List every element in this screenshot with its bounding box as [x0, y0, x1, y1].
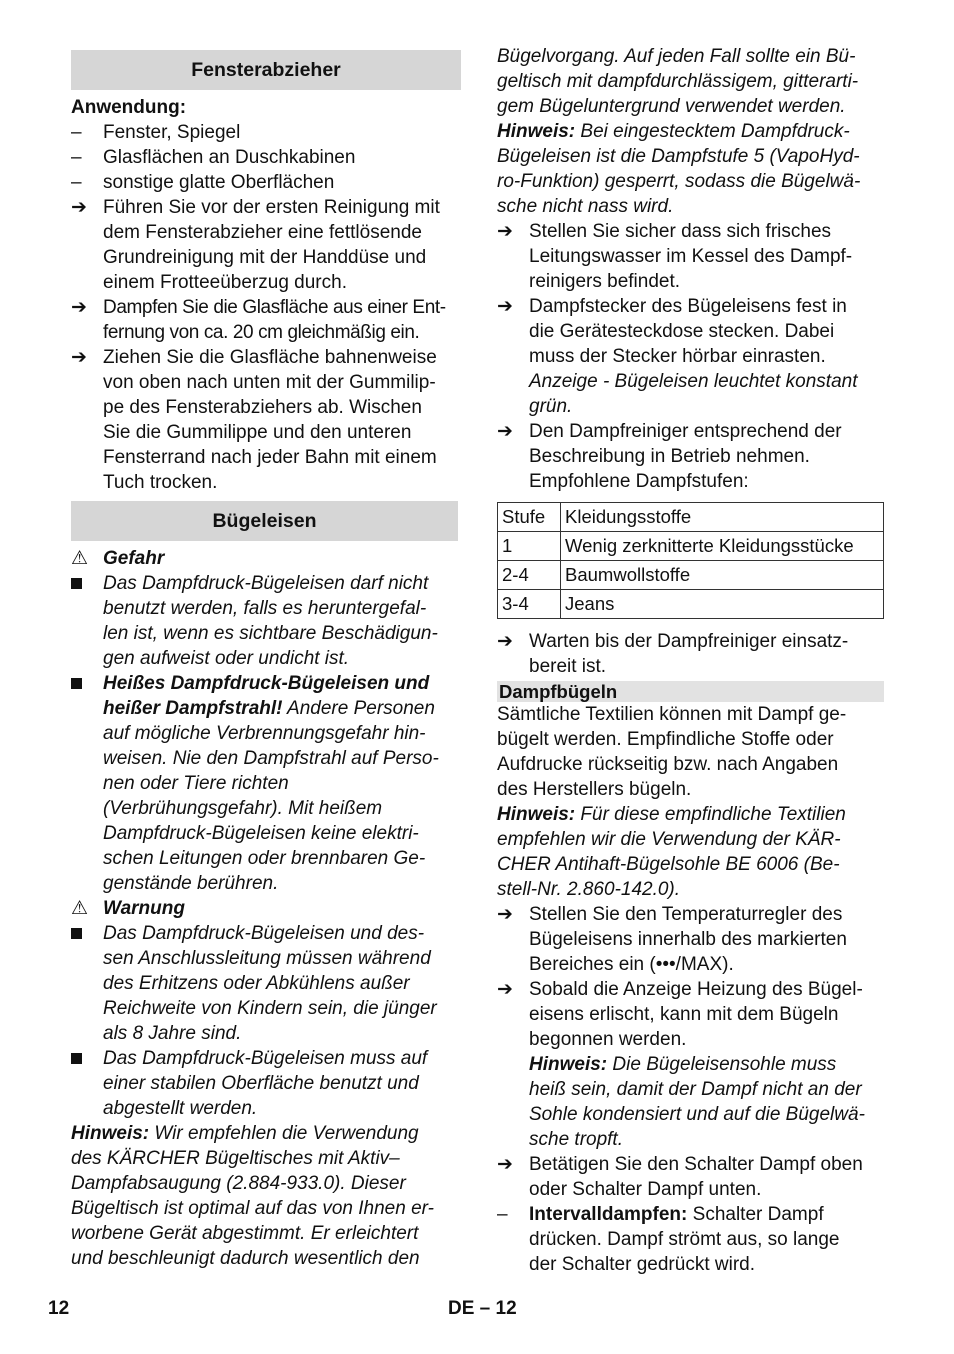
anwendung-label: Anwendung:: [71, 97, 187, 118]
warning-icon: ⚠: [71, 898, 89, 919]
list-item: – Fenster, Spiegel: [71, 122, 241, 143]
table-row: [498, 532, 884, 561]
page-footer-label: DE – 12: [448, 1298, 517, 1319]
warning-icon: ⚠: [71, 548, 89, 569]
step-item: ➔ Dampfstecker des Bügeleisens fest in die Gerätesteckdose stecken. Dabei muss der Stecker hörbar einrasten. Anzeige - Bügeleisen leuchtet konstant grün.: [497, 296, 858, 417]
dash-icon: –: [497, 1204, 508, 1225]
table-row: [498, 561, 884, 590]
table-cell: Wenig zerknitterte Kleidungsstücke: [561, 532, 884, 561]
bullet-item: Das Dampfdruck-Bügeleisen darf nicht benutzt werden, falls es heruntergefal- len ist, wenn es sichtbare Beschädigun- gen aufweist oder undicht ist.: [71, 571, 461, 671]
continued-paragraph: Bügelvorgang. Auf jeden Fall sollte ein Bü- geltisch mit dampfdurchlässigem, gitterarti- gem Bügeluntergrund verwendet werden. Hinweis: Bei eingestecktem Dampfdruck- Bügeleisen ist die Dampfstufe 5 (VapoHyd- ro-Funktion) gesperrt, sodass die Bügelwä- sche nicht nass wird.: [497, 46, 861, 217]
section-title-buegeleisen: Bügeleisen: [71, 501, 458, 541]
page-number: 12: [48, 1298, 70, 1319]
list-item: – Intervalldampfen: Schalter Dampf drücken. Dampf strömt aus, so lange der Schalter gedrückt wird.: [497, 1204, 840, 1275]
steam-level-table: [497, 502, 884, 619]
subsection-title-dampfbuegeln: Dampfbügeln: [497, 681, 884, 702]
table-cell: Baumwollstoffe: [561, 561, 884, 590]
step-item: ➔ Stellen Sie den Temperaturregler des Bügeleisens innerhalb des markierten Bereiches ein (•••/MAX).: [497, 904, 847, 975]
gefahr-heading: ⚠ Gefahr: [71, 548, 165, 569]
table-header-cell: Kleidungsstoffe: [561, 503, 884, 532]
arrow-icon: ➔: [497, 979, 513, 1000]
hinweis-paragraph: Hinweis: Wir empfehlen die Verwendung des KÄRCHER Bügeltisches mit Aktiv– Dampfabsaugung (2.884-933.0). Dieser Bügeltisch ist optimal auf das von Ihnen er- worbene Gerät abgestimmt. Er erleichtert und beschleunigt dadurch wesentlich den: [71, 1123, 434, 1269]
table-cell: Jeans: [561, 590, 884, 619]
bullet-item: Das Dampfdruck-Bügeleisen muss auf einer stabilen Oberfläche benutzt und abgestellt werden.: [71, 1046, 461, 1121]
list-item: – Glasflächen an Duschkabinen: [71, 147, 356, 168]
table-row: [498, 590, 884, 619]
arrow-icon: ➔: [497, 904, 513, 925]
step-item: ➔ Stellen Sie sicher dass sich frisches Leitungswasser im Kessel des Dampf- reinigers befindet.: [497, 221, 853, 292]
square-bullet-icon: [71, 928, 82, 939]
arrow-icon: ➔: [497, 296, 513, 317]
section-title-fensterabzieher: Fensterabzieher: [71, 50, 461, 90]
arrow-icon: ➔: [71, 347, 87, 368]
dash-icon: –: [71, 147, 82, 168]
step-item: ➔ Ziehen Sie die Glasfläche bahnenweise von oben nach unten mit der Gummilip- pe des Fensterabziehers ab. Wischen Sie die Gummilippe und den unteren Fensterrand nach jeder Bahn mit einem Tuch trocken.: [71, 347, 437, 493]
bullet-item: Heißes Dampfdruck-Bügeleisen und heißer Dampfstrahl! Andere Personen auf mögliche Verbrennungsgefahr hin- weisen. Nie den Dampfstrahl auf Perso- nen oder Tiere richten (Verbrühungsgefahr). Mit heißem Dampfdruck-Bügeleisen keine elektri- schen Leitungen oder brennbaren Ge- genstände berühren.: [71, 671, 461, 896]
dash-list: [71, 120, 461, 195]
square-bullet-icon: [71, 1053, 82, 1064]
table-header-row: [498, 503, 884, 532]
dampf-paragraph: Sämtliche Textilien können mit Dampf ge- bügelt werden. Empfindliche Stoffe oder Aufdrucke rückseitig bzw. nach Angaben des Herstellers bügeln.: [497, 704, 847, 800]
step-item: ➔ Warten bis der Dampfreiniger einsatz- bereit ist.: [497, 631, 849, 677]
left-column: [71, 50, 461, 1271]
arrow-icon: ➔: [497, 221, 513, 242]
table-cell: 3-4: [498, 590, 561, 619]
step-item: ➔ Führen Sie vor der ersten Reinigung mit dem Fensterabzieher eine fettlösende Grundreinigung mit der Handdüse und einem Frotteeüberzug durch.: [71, 197, 440, 293]
square-bullet-icon: [71, 578, 82, 589]
arrow-icon: ➔: [497, 421, 513, 442]
arrow-icon: ➔: [71, 297, 87, 318]
table-header-cell: Stufe: [498, 503, 561, 532]
step-item: ➔ Den Dampfreiniger entsprechend der Beschreibung in Betrieb nehmen. Empfohlene Dampfstufen:: [497, 421, 842, 492]
table-cell: 1: [498, 532, 561, 561]
step-item: ➔ Dampfen Sie die Glasfläche aus einer Ent- fernung von ca. 20 cm gleichmäßig ein.: [71, 297, 446, 343]
dash-icon: –: [71, 122, 82, 143]
square-bullet-icon: [71, 678, 82, 689]
table-cell: 2-4: [498, 561, 561, 590]
arrow-icon: ➔: [497, 1154, 513, 1175]
step-item: ➔ Betätigen Sie den Schalter Dampf oben oder Schalter Dampf unten.: [497, 1154, 863, 1200]
arrow-icon: ➔: [71, 197, 87, 218]
arrow-icon: ➔: [497, 631, 513, 652]
bullet-item: Das Dampfdruck-Bügeleisen und des- sen Anschlussleitung müssen während des Erhitzens oder Abkühlens außer Reichweite von Kindern sein, die jünger als 8 Jahre sind.: [71, 921, 461, 1046]
dash-icon: –: [71, 172, 82, 193]
warnung-heading: ⚠ Warnung: [71, 898, 185, 919]
hinweis-paragraph: Hinweis: Für diese empfindliche Textilien empfehlen wir die Verwendung der KÄR- CHER Antihaft-Bügelsohle BE 6006 (Be- stell-Nr. 2.860-142.0).: [497, 804, 846, 900]
right-column: [497, 44, 884, 1277]
step-item: ➔ Sobald die Anzeige Heizung des Bügel- eisens erlischt, kann mit dem Bügeln begonnen werden. Hinweis: Die Bügeleisensohle muss heiß sein, damit der Dampf nicht an der Sohle kondensiert und auf die Bügelwä- sche tropft.: [497, 979, 865, 1150]
list-item: – sonstige glatte Oberflächen: [71, 172, 335, 193]
